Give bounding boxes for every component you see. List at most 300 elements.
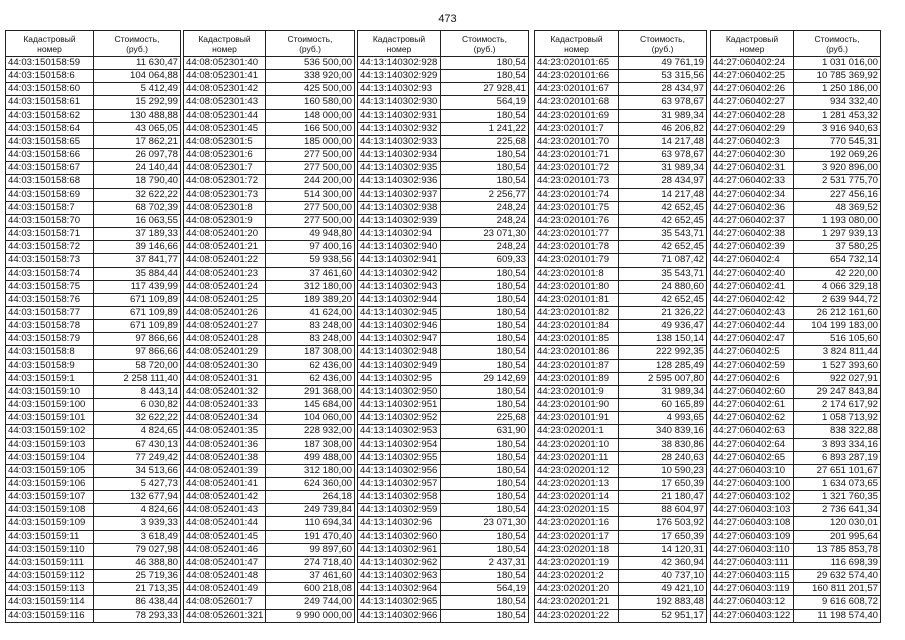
cadastral-number-cell: 44:23:020201:11 — [535, 452, 619, 465]
cadastral-number-cell: 44:27:060402:30 — [711, 149, 794, 162]
cadastral-number-cell: 44:03:150158:73 — [6, 254, 94, 267]
cadastral-number-cell: 44:08:052401:47 — [184, 557, 266, 570]
header-cadastral-number-line2: номер — [739, 43, 765, 54]
cost-cell: 631,90 — [441, 425, 529, 438]
cadastral-number-cell: 44:23:020101:69 — [535, 110, 619, 123]
cost-cell: 83 248,00 — [266, 333, 355, 346]
cadastral-number-cell: 44:13:140302:951 — [358, 399, 441, 412]
cadastral-number-cell: 44:27:060403:109 — [711, 531, 794, 544]
cost-cell: 166 500,00 — [266, 123, 355, 136]
cost-cell: 248,24 — [441, 215, 529, 228]
cadastral-number-cell: 44:27:060402:28 — [711, 110, 794, 123]
cadastral-number-cell: 44:08:052401:29 — [184, 346, 266, 359]
cadastral-number-cell: 44:13:140302:938 — [358, 202, 441, 215]
cost-cell: 145 684,00 — [266, 399, 355, 412]
cadastral-number-cell: 44:03:150159:111 — [6, 557, 94, 570]
cost-cell: 71 087,42 — [619, 254, 707, 267]
cost-cell: 5 427,73 — [94, 478, 181, 491]
cadastral-number-cell: 44:13:140302:935 — [358, 162, 441, 175]
cost-cell: 37 461,60 — [266, 268, 355, 281]
cadastral-number-cell: 44:23:020201:20 — [535, 583, 619, 596]
cost-cell: 42 360,94 — [619, 557, 707, 570]
cadastral-number-cell: 44:27:060402:26 — [711, 83, 794, 96]
cost-cell: 78 293,33 — [94, 610, 181, 623]
cost-cell: 160 580,00 — [266, 96, 355, 109]
cadastral-number-cell: 44:23:020101:75 — [535, 202, 619, 215]
cost-cell: 180,54 — [441, 399, 529, 412]
cost-cell: 180,54 — [441, 610, 529, 623]
cadastral-number-cell: 44:08:052301:44 — [184, 110, 266, 123]
cost-cell: 26 097,78 — [94, 149, 181, 162]
cost-cell: 4 066 329,18 — [794, 281, 881, 294]
cadastral-number-cell: 44:23:020101:91 — [535, 412, 619, 425]
cost-cell: 516 105,60 — [794, 333, 881, 346]
cost-cell: 227 456,16 — [794, 189, 881, 202]
cadastral-number-cell: 44:27:060403:108 — [711, 517, 794, 530]
cost-cell: 624 360,00 — [266, 478, 355, 491]
cadastral-number-cell: 44:03:150158:6 — [6, 70, 94, 83]
cost-cell: 564,19 — [441, 96, 529, 109]
cadastral-number-cell: 44:13:140302:962 — [358, 557, 441, 570]
cadastral-number-cell: 44:27:060403:12 — [711, 596, 794, 609]
cost-table-1 — [5, 30, 181, 623]
cadastral-number-cell: 44:13:140302:946 — [358, 320, 441, 333]
cost-cell: 63 978,67 — [619, 96, 707, 109]
cost-cell: 180,54 — [441, 544, 529, 557]
cadastral-number-cell: 44:08:052401:48 — [184, 570, 266, 583]
cost-cell: 104 064,88 — [94, 70, 181, 83]
header-cost-line2: (руб.) — [299, 43, 321, 54]
cost-cell: 225,68 — [441, 136, 529, 149]
cadastral-number-cell: 44:27:060403:10 — [711, 465, 794, 478]
cost-cell: 25 719,36 — [94, 570, 181, 583]
cost-cell: 187 308,00 — [266, 439, 355, 452]
cost-cell: 88 604,97 — [619, 504, 707, 517]
cadastral-number-cell: 44:13:140302:96 — [358, 517, 441, 530]
cost-cell: 180,54 — [441, 452, 529, 465]
cost-cell: 42 652,45 — [619, 241, 707, 254]
cadastral-number-cell: 44:03:150158:65 — [6, 136, 94, 149]
cadastral-number-cell: 44:23:020101:8 — [535, 268, 619, 281]
cadastral-number-cell: 44:27:060402:6 — [711, 373, 794, 386]
cost-cell: 28 434,97 — [619, 175, 707, 188]
cadastral-number-cell: 44:13:140302:953 — [358, 425, 441, 438]
header-cost-line2: (руб.) — [473, 43, 496, 54]
cadastral-number-cell: 44:13:140302:954 — [358, 439, 441, 452]
cadastral-number-cell: 44:27:060402:61 — [711, 399, 794, 412]
cost-cell: 53 315,56 — [619, 70, 707, 83]
cost-cell: 1 250 186,00 — [794, 83, 881, 96]
cadastral-number-cell: 44:23:020201:16 — [535, 517, 619, 530]
cost-cell: 274 718,40 — [266, 557, 355, 570]
cost-cell: 38 830,86 — [619, 439, 707, 452]
cadastral-number-cell: 44:08:052401:27 — [184, 320, 266, 333]
cadastral-number-cell: 44:08:052401:34 — [184, 412, 266, 425]
cost-cell: 41 624,00 — [266, 307, 355, 320]
cadastral-number-cell: 44:27:060402:42 — [711, 294, 794, 307]
cost-cell: 180,54 — [441, 149, 529, 162]
cadastral-number-cell: 44:03:150158:9 — [6, 360, 94, 373]
cadastral-number-cell: 44:08:052401:25 — [184, 294, 266, 307]
header-cadastral-number — [711, 31, 794, 57]
cost-cell: 23 071,30 — [441, 517, 529, 530]
header-cost — [441, 31, 529, 57]
cadastral-number-cell: 44:13:140302:945 — [358, 307, 441, 320]
header-cadastral-number-line1: Кадастровый — [550, 33, 603, 44]
header-cadastral-number — [6, 31, 94, 57]
cadastral-number-cell: 44:13:140302:95 — [358, 373, 441, 386]
cadastral-number-cell: 44:27:060402:37 — [711, 215, 794, 228]
header-cadastral-number — [535, 31, 619, 57]
cadastral-number-cell: 44:08:052401:24 — [184, 281, 266, 294]
cost-cell: 99 897,60 — [266, 544, 355, 557]
cost-cell: 1 193 080,00 — [794, 215, 881, 228]
cadastral-number-cell: 44:03:150159:102 — [6, 425, 94, 438]
cadastral-number-cell: 44:03:150158:75 — [6, 281, 94, 294]
cadastral-number-cell: 44:13:140302:931 — [358, 110, 441, 123]
cadastral-number-cell: 44:03:150159:114 — [6, 596, 94, 609]
cost-cell: 46 388,80 — [94, 557, 181, 570]
cadastral-number-cell: 44:03:150159:100 — [6, 399, 94, 412]
cadastral-number-cell: 44:03:150159:113 — [6, 583, 94, 596]
cost-cell: 10 785 369,92 — [794, 70, 881, 83]
cadastral-number-cell: 44:23:020201:17 — [535, 531, 619, 544]
cost-cell: 338 920,00 — [266, 70, 355, 83]
cost-cell: 17 862,21 — [94, 136, 181, 149]
cost-cell: 671 109,89 — [94, 294, 181, 307]
cost-cell: 3 618,49 — [94, 531, 181, 544]
cost-cell: 35 543,71 — [619, 228, 707, 241]
cadastral-number-cell: 44:13:140302:959 — [358, 504, 441, 517]
cadastral-number-cell: 44:13:140302:930 — [358, 96, 441, 109]
cadastral-number-cell: 44:08:052401:41 — [184, 478, 266, 491]
cost-cell: 14 217,48 — [619, 136, 707, 149]
cost-cell: 180,54 — [441, 268, 529, 281]
cadastral-number-cell: 44:27:060403:111 — [711, 557, 794, 570]
cost-cell: 37 189,33 — [94, 228, 181, 241]
cadastral-number-cell: 44:08:052301:41 — [184, 70, 266, 83]
cost-cell: 148 000,00 — [266, 110, 355, 123]
cadastral-number-cell: 44:08:052401:45 — [184, 531, 266, 544]
cost-cell: 4 824,66 — [94, 504, 181, 517]
cadastral-number-cell: 44:03:150158:62 — [6, 110, 94, 123]
cost-cell: 21 713,35 — [94, 583, 181, 596]
cadastral-number-cell: 44:27:060402:31 — [711, 162, 794, 175]
cadastral-number-cell: 44:23:020201:14 — [535, 491, 619, 504]
cost-cell: 52 951,17 — [619, 610, 707, 623]
cost-cell: 180,54 — [441, 491, 529, 504]
cost-cell: 609,33 — [441, 254, 529, 267]
cost-cell: 2 531 775,70 — [794, 175, 881, 188]
cost-cell: 132 677,94 — [94, 491, 181, 504]
cost-cell: 180,54 — [441, 386, 529, 399]
cadastral-number-cell: 44:03:150158:7 — [6, 202, 94, 215]
cadastral-number-cell: 44:03:150158:72 — [6, 241, 94, 254]
cost-cell: 29 142,69 — [441, 373, 529, 386]
cost-cell: 6 893 287,19 — [794, 452, 881, 465]
cadastral-number-cell: 44:13:140302:933 — [358, 136, 441, 149]
cadastral-number-cell: 44:08:052401:23 — [184, 268, 266, 281]
cadastral-number-cell: 44:23:020101:84 — [535, 320, 619, 333]
header-cost-line2: (руб.) — [826, 43, 848, 54]
cadastral-number-cell: 44:27:060402:36 — [711, 202, 794, 215]
cost-cell: 42 652,45 — [619, 215, 707, 228]
cadastral-number-cell: 44:13:140302:940 — [358, 241, 441, 254]
cadastral-number-cell: 44:08:052301:7 — [184, 162, 266, 175]
cost-cell: 180,54 — [441, 504, 529, 517]
cadastral-number-cell: 44:23:020101:85 — [535, 333, 619, 346]
cost-cell: 277 500,00 — [266, 215, 355, 228]
header-cost — [794, 31, 881, 57]
cost-cell: 277 500,00 — [266, 202, 355, 215]
cost-cell: 1 058 713,92 — [794, 412, 881, 425]
cost-cell: 499 488,00 — [266, 452, 355, 465]
cost-cell: 31 989,34 — [619, 110, 707, 123]
header-cost-line1: Стоимость, — [814, 33, 860, 44]
cost-cell: 67 430,13 — [94, 439, 181, 452]
cost-cell: 192 069,26 — [794, 149, 881, 162]
cadastral-number-cell: 44:23:020201:21 — [535, 596, 619, 609]
cost-cell: 14 217,48 — [619, 189, 707, 202]
cadastral-number-cell: 44:23:020101:90 — [535, 399, 619, 412]
cadastral-number-cell: 44:23:020101:67 — [535, 83, 619, 96]
cost-cell: 16 063,55 — [94, 215, 181, 228]
cost-cell: 564,19 — [441, 583, 529, 596]
header-cadastral-number — [358, 31, 441, 57]
header-cadastral-number-line1: Кадастровый — [372, 33, 426, 44]
cadastral-number-cell: 44:08:052301:73 — [184, 189, 266, 202]
header-cadastral-number-line2: номер — [212, 43, 237, 54]
cost-cell: 11 198 574,40 — [794, 610, 881, 623]
cadastral-number-cell: 44:08:052301:6 — [184, 149, 266, 162]
cadastral-number-cell: 44:27:060403:122 — [711, 610, 794, 623]
cadastral-number-cell: 44:23:020101:86 — [535, 346, 619, 359]
cost-cell: 1 321 760,35 — [794, 491, 881, 504]
cost-cell: 228 932,00 — [266, 425, 355, 438]
cost-cell: 14 120,31 — [619, 544, 707, 557]
cost-cell: 770 545,31 — [794, 136, 881, 149]
cadastral-number-cell: 44:13:140302:950 — [358, 386, 441, 399]
cost-cell: 2 258 111,40 — [94, 373, 181, 386]
cadastral-number-cell: 44:23:020101:79 — [535, 254, 619, 267]
cadastral-number-cell: 44:03:150159:112 — [6, 570, 94, 583]
cadastral-number-cell: 44:23:020101:89 — [535, 373, 619, 386]
cadastral-number-cell: 44:23:020201:19 — [535, 557, 619, 570]
cost-cell: 5 412,49 — [94, 83, 181, 96]
cost-cell: 49 948,80 — [266, 228, 355, 241]
cost-cell: 31 989,34 — [619, 162, 707, 175]
cadastral-number-cell: 44:13:140302:942 — [358, 268, 441, 281]
cost-cell: 2 256,77 — [441, 189, 529, 202]
cadastral-number-cell: 44:03:150159:109 — [6, 517, 94, 530]
cost-cell: 79 027,98 — [94, 544, 181, 557]
cost-cell: 37 461,60 — [266, 570, 355, 583]
cadastral-number-cell: 44:27:060403:102 — [711, 491, 794, 504]
cadastral-number-cell: 44:03:150158:59 — [6, 57, 94, 70]
cadastral-number-cell: 44:03:150158:76 — [6, 294, 94, 307]
page-number: 473 — [438, 13, 457, 25]
cost-cell: 130 488,88 — [94, 110, 181, 123]
cost-cell: 77 249,42 — [94, 452, 181, 465]
cost-cell: 37 580,25 — [794, 241, 881, 254]
cadastral-number-cell: 44:03:150158:60 — [6, 83, 94, 96]
cadastral-number-cell: 44:27:060402:43 — [711, 307, 794, 320]
cadastral-number-cell: 44:23:020201:15 — [535, 504, 619, 517]
cadastral-number-cell: 44:27:060403:115 — [711, 570, 794, 583]
cadastral-number-cell: 44:13:140302:965 — [358, 596, 441, 609]
cadastral-number-cell: 44:13:140302:93 — [358, 83, 441, 96]
cost-cell: 27 928,41 — [441, 83, 529, 96]
cost-cell: 6 030,82 — [94, 399, 181, 412]
cadastral-number-cell: 44:13:140302:94 — [358, 228, 441, 241]
cadastral-number-cell: 44:08:052301:72 — [184, 175, 266, 188]
cost-cell: 180,54 — [441, 360, 529, 373]
cost-cell: 1 281 453,32 — [794, 110, 881, 123]
cost-cell: 225,68 — [441, 412, 529, 425]
cost-cell: 180,54 — [441, 175, 529, 188]
cadastral-number-cell: 44:23:020101:9 — [535, 386, 619, 399]
cadastral-number-cell: 44:13:140302:943 — [358, 281, 441, 294]
cost-table-3 — [357, 30, 529, 623]
cost-cell: 180,54 — [441, 478, 529, 491]
cadastral-number-cell: 44:03:150158:8 — [6, 346, 94, 359]
cost-cell: 1 241,22 — [441, 123, 529, 136]
cost-cell: 180,54 — [441, 333, 529, 346]
cost-cell: 11 630,47 — [94, 57, 181, 70]
cost-cell: 13 785 853,78 — [794, 544, 881, 557]
cadastral-number-cell: 44:13:140302:947 — [358, 333, 441, 346]
cadastral-number-cell: 44:08:052401:21 — [184, 241, 266, 254]
cost-cell: 120 030,01 — [794, 517, 881, 530]
cadastral-number-cell: 44:13:140302:939 — [358, 215, 441, 228]
header-cadastral-number-line2: номер — [564, 43, 589, 54]
cadastral-number-cell: 44:27:060403:110 — [711, 544, 794, 557]
cost-cell: 189 389,20 — [266, 294, 355, 307]
cadastral-number-cell: 44:03:150159:107 — [6, 491, 94, 504]
cadastral-number-cell: 44:27:060402:41 — [711, 281, 794, 294]
cadastral-number-cell: 44:08:052401:22 — [184, 254, 266, 267]
cost-cell: 104 060,00 — [266, 412, 355, 425]
cadastral-number-cell: 44:08:052401:42 — [184, 491, 266, 504]
cadastral-number-cell: 44:27:060402:5 — [711, 346, 794, 359]
cost-cell: 110 694,34 — [266, 517, 355, 530]
cost-cell: 249 744,00 — [266, 596, 355, 609]
cost-cell: 248,24 — [441, 241, 529, 254]
cadastral-number-cell: 44:13:140302:956 — [358, 465, 441, 478]
cost-cell: 180,54 — [441, 110, 529, 123]
cost-table-2 — [183, 30, 355, 623]
cadastral-number-cell: 44:13:140302:949 — [358, 360, 441, 373]
cost-cell: 244 200,00 — [266, 175, 355, 188]
cost-cell: 180,54 — [441, 57, 529, 70]
cadastral-number-cell: 44:08:052401:30 — [184, 360, 266, 373]
cost-cell: 249 739,84 — [266, 504, 355, 517]
cadastral-number-cell: 44:23:020101:81 — [535, 294, 619, 307]
cost-cell: 29 632 574,40 — [794, 570, 881, 583]
cadastral-number-cell: 44:08:052301:5 — [184, 136, 266, 149]
cost-cell: 48 369,52 — [794, 202, 881, 215]
cadastral-number-cell: 44:13:140302:948 — [358, 346, 441, 359]
cost-cell: 24 880,60 — [619, 281, 707, 294]
header-cadastral-number-line1: Кадастровый — [23, 33, 76, 44]
cost-cell: 922 027,91 — [794, 373, 881, 386]
header-cadastral-number — [184, 31, 266, 57]
cost-cell: 291 368,00 — [266, 386, 355, 399]
cadastral-number-cell: 44:13:140302:929 — [358, 70, 441, 83]
cadastral-number-cell: 44:23:020101:73 — [535, 175, 619, 188]
cost-cell: 312 180,00 — [266, 281, 355, 294]
cadastral-number-cell: 44:03:150159:116 — [6, 610, 94, 623]
cadastral-number-cell: 44:23:020101:7 — [535, 123, 619, 136]
cadastral-number-cell: 44:13:140302:941 — [358, 254, 441, 267]
cadastral-number-cell: 44:13:140302:944 — [358, 294, 441, 307]
header-cadastral-number-line2: номер — [386, 43, 412, 54]
cost-cell: 46 206,82 — [619, 123, 707, 136]
cost-cell: 18 790,40 — [94, 175, 181, 188]
cost-cell: 934 332,40 — [794, 96, 881, 109]
cost-cell: 277 500,00 — [266, 149, 355, 162]
cost-cell: 4 993,65 — [619, 412, 707, 425]
cost-cell: 97 866,66 — [94, 333, 181, 346]
cadastral-number-cell: 44:13:140302:928 — [358, 57, 441, 70]
cadastral-number-cell: 44:23:020201:18 — [535, 544, 619, 557]
cost-cell: 68 702,39 — [94, 202, 181, 215]
cost-cell: 3 916 940,63 — [794, 123, 881, 136]
cost-cell: 180,54 — [441, 320, 529, 333]
cadastral-number-cell: 44:23:020101:76 — [535, 215, 619, 228]
cadastral-number-cell: 44:03:150158:79 — [6, 333, 94, 346]
cost-cell: 654 732,14 — [794, 254, 881, 267]
cost-cell: 17 650,39 — [619, 531, 707, 544]
cadastral-number-cell: 44:23:020201:10 — [535, 439, 619, 452]
cadastral-number-cell: 44:23:020101:80 — [535, 281, 619, 294]
cost-cell: 3 939,33 — [94, 517, 181, 530]
cost-cell: 312 180,00 — [266, 465, 355, 478]
header-cost — [619, 31, 707, 57]
cadastral-number-cell: 44:27:060402:64 — [711, 439, 794, 452]
cadastral-number-cell: 44:08:052401:20 — [184, 228, 266, 241]
cadastral-number-cell: 44:08:052301:43 — [184, 96, 266, 109]
cadastral-number-cell: 44:08:052601:321 — [184, 610, 266, 623]
cadastral-number-cell: 44:23:020101:77 — [535, 228, 619, 241]
cost-cell: 32 622,22 — [94, 189, 181, 202]
cost-cell: 59 938,56 — [266, 254, 355, 267]
cadastral-number-cell: 44:23:020101:82 — [535, 307, 619, 320]
cadastral-number-cell: 44:08:052401:32 — [184, 386, 266, 399]
header-cost-line1: Стоимость, — [114, 33, 160, 44]
cost-cell: 10 590,23 — [619, 465, 707, 478]
cadastral-number-cell: 44:13:140302:934 — [358, 149, 441, 162]
header-cost-line1: Стоимость, — [462, 33, 507, 44]
cost-cell: 192 883,48 — [619, 596, 707, 609]
cadastral-number-cell: 44:23:020101:74 — [535, 189, 619, 202]
cost-cell: 117 439,99 — [94, 281, 181, 294]
cost-cell: 86 438,44 — [94, 596, 181, 609]
cost-cell: 9 616 608,72 — [794, 596, 881, 609]
cadastral-number-cell: 44:27:060402:39 — [711, 241, 794, 254]
cadastral-number-cell: 44:03:150159:106 — [6, 478, 94, 491]
cost-cell: 32 622,22 — [94, 412, 181, 425]
cadastral-number-cell: 44:23:020101:72 — [535, 162, 619, 175]
cost-cell: 180,54 — [441, 307, 529, 320]
cost-cell: 514 300,00 — [266, 189, 355, 202]
cost-cell: 28 434,97 — [619, 83, 707, 96]
cadastral-number-cell: 44:03:150158:67 — [6, 162, 94, 175]
cost-cell: 176 503,92 — [619, 517, 707, 530]
cadastral-number-cell: 44:23:020201:22 — [535, 610, 619, 623]
cost-cell: 180,54 — [441, 570, 529, 583]
cost-cell: 35 543,71 — [619, 268, 707, 281]
